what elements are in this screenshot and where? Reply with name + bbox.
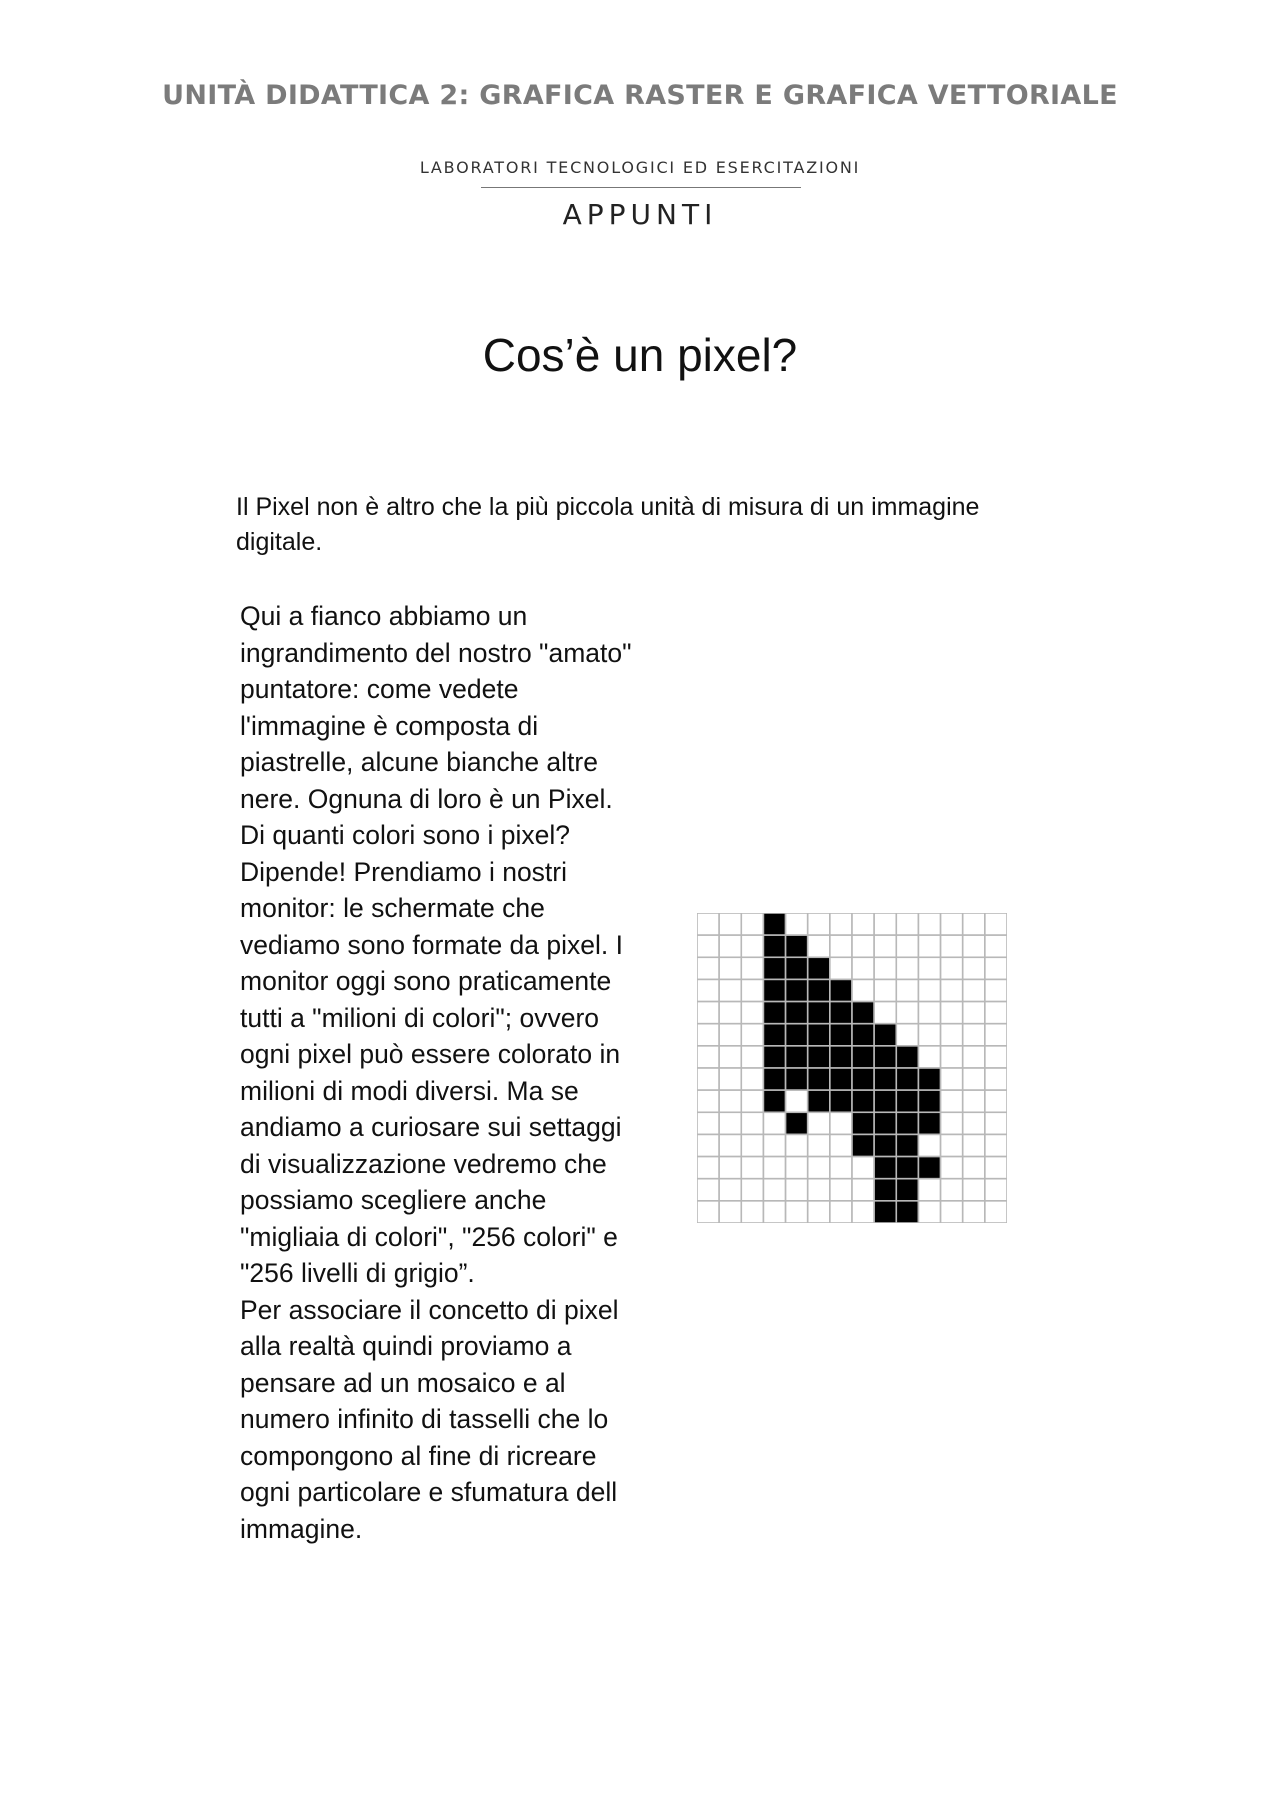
pixel-filled xyxy=(874,1201,896,1223)
pixel-empty xyxy=(697,1068,719,1090)
pixel-empty xyxy=(874,957,896,979)
pixel-filled xyxy=(896,1134,918,1156)
pixel-empty xyxy=(852,979,874,1001)
pixel-empty xyxy=(941,1201,963,1223)
body-line: milioni di modi diversi. Ma se xyxy=(240,1075,579,1106)
pixel-empty xyxy=(741,1090,763,1112)
pixel-empty xyxy=(874,935,896,957)
pixel-empty xyxy=(830,913,852,935)
body-line: andiamo a curiosare sui settaggi xyxy=(240,1112,622,1142)
pixel-empty xyxy=(963,913,985,935)
pixel-empty xyxy=(918,1201,940,1223)
pixel-empty xyxy=(830,1201,852,1223)
pixel-filled xyxy=(918,1090,940,1112)
pixel-empty xyxy=(697,1201,719,1223)
pixel-filled xyxy=(874,1134,896,1156)
body-line: vediamo sono formate da pixel. I xyxy=(240,929,623,960)
pixel-empty xyxy=(918,957,940,979)
pixel-empty xyxy=(963,1112,985,1134)
pixel-empty xyxy=(896,979,918,1001)
pixel-empty xyxy=(697,1090,719,1112)
pixel-empty xyxy=(896,935,918,957)
pixel-filled xyxy=(874,1046,896,1068)
pixel-empty xyxy=(830,935,852,957)
pixel-empty xyxy=(896,1024,918,1046)
pixel-empty xyxy=(763,1157,785,1179)
pixel-filled xyxy=(852,1112,874,1134)
pixel-empty xyxy=(874,913,896,935)
pixel-filled xyxy=(763,913,785,935)
pixel-empty xyxy=(918,1046,940,1068)
pixel-empty xyxy=(963,935,985,957)
body-line: piastrelle, alcune bianche altre xyxy=(240,747,598,777)
pixel-empty xyxy=(808,1157,830,1179)
pixel-filled xyxy=(763,1046,785,1068)
pixel-filled xyxy=(763,935,785,957)
body-line: "migliaia di colori", "256 colori" e xyxy=(240,1221,618,1252)
pixel-filled xyxy=(786,1002,808,1024)
pixel-empty xyxy=(896,913,918,935)
pixel-empty xyxy=(852,1201,874,1223)
pixel-filled xyxy=(808,957,830,979)
body-line: numero infinito di tasselli che lo xyxy=(240,1404,609,1434)
pixel-filled xyxy=(896,1046,918,1068)
pixel-empty xyxy=(786,913,808,935)
pixel-filled xyxy=(896,1157,918,1179)
pixel-empty xyxy=(985,1046,1007,1068)
pixel-empty xyxy=(963,1002,985,1024)
pixel-empty xyxy=(918,1002,940,1024)
body-line: ingrandimento del nostro "amato" xyxy=(240,637,632,668)
pixel-filled xyxy=(852,1046,874,1068)
body-line: ogni particolare e sfumatura dell xyxy=(240,1477,618,1507)
pixel-filled xyxy=(852,1134,874,1156)
pixel-empty xyxy=(741,1046,763,1068)
pixel-empty xyxy=(741,957,763,979)
pixel-empty xyxy=(741,979,763,1001)
course-name: LABORATORI TECNOLOGICI ED ESERCITAZIONI xyxy=(419,158,861,177)
pixel-empty xyxy=(963,1179,985,1201)
pixel-empty xyxy=(763,1179,785,1201)
pixel-empty xyxy=(697,1134,719,1156)
pixel-empty xyxy=(963,1201,985,1223)
pixel-empty xyxy=(786,1090,808,1112)
pixel-filled xyxy=(808,1002,830,1024)
pixel-empty xyxy=(719,957,741,979)
pixel-empty xyxy=(719,1068,741,1090)
pixel-empty xyxy=(786,1201,808,1223)
body-line: alla realtà quindi proviamo a xyxy=(240,1331,572,1361)
pixel-empty xyxy=(741,1024,763,1046)
pixel-filled xyxy=(786,1112,808,1134)
pixel-empty xyxy=(808,1134,830,1156)
pixel-filled xyxy=(808,979,830,1001)
pixel-empty xyxy=(719,1002,741,1024)
pixel-filled xyxy=(786,1024,808,1046)
pixel-empty xyxy=(852,913,874,935)
pixel-filled xyxy=(852,1002,874,1024)
pixel-empty xyxy=(896,957,918,979)
pixel-empty xyxy=(985,1157,1007,1179)
pixel-filled xyxy=(874,1090,896,1112)
pixel-empty xyxy=(808,1201,830,1223)
pixel-filled xyxy=(808,1068,830,1090)
body-line: nere. Ognuna di loro è un Pixel. xyxy=(240,783,613,814)
pixel-empty xyxy=(719,1112,741,1134)
pixel-filled xyxy=(786,957,808,979)
pixel-empty xyxy=(941,1002,963,1024)
body-line: Qui a fianco abbiamo un xyxy=(240,601,528,631)
body-line: monitor: le schermate che xyxy=(240,893,545,923)
pixel-filled xyxy=(874,1024,896,1046)
pixel-empty xyxy=(763,1112,785,1134)
pixel-empty xyxy=(941,935,963,957)
pixel-empty xyxy=(786,1157,808,1179)
pixel-empty xyxy=(985,1024,1007,1046)
pixel-empty xyxy=(985,979,1007,1001)
body-line: Dipende! Prendiamo i nostri xyxy=(240,856,568,887)
pixel-empty xyxy=(741,1068,763,1090)
header-divider xyxy=(481,187,801,188)
pixel-cursor-figure xyxy=(697,913,1007,1223)
body-paragraph xyxy=(240,598,710,1547)
pixel-filled xyxy=(786,1046,808,1068)
unit-title: UNITÀ DIDATTICA 2: GRAFICA RASTER E GRAFICA VETTORIALE xyxy=(162,80,1118,111)
pixel-empty xyxy=(941,1179,963,1201)
pixel-empty xyxy=(719,913,741,935)
pixel-filled xyxy=(896,1112,918,1134)
body-line: tutti a "milioni di colori"; ovvero xyxy=(240,1002,600,1033)
page-title: Cos’è un pixel? xyxy=(482,329,798,381)
pixel-filled xyxy=(830,1068,852,1090)
pixel-empty xyxy=(719,1134,741,1156)
pixel-empty xyxy=(719,1201,741,1223)
pixel-empty xyxy=(697,935,719,957)
intro-paragraph: Il Pixel non è altro che la più piccola unità di misura di un immagine digitale. xyxy=(236,493,980,556)
pixel-empty xyxy=(918,1024,940,1046)
pixel-filled xyxy=(808,1046,830,1068)
body-line: puntatore: come vedete xyxy=(240,674,519,704)
pixel-empty xyxy=(985,1179,1007,1201)
pixel-empty xyxy=(741,913,763,935)
pixel-empty xyxy=(741,1002,763,1024)
pixel-empty xyxy=(874,1002,896,1024)
body-line: Per associare il concetto di pixel xyxy=(240,1294,619,1325)
pixel-empty xyxy=(808,935,830,957)
pixel-empty xyxy=(918,979,940,1001)
pixel-empty xyxy=(941,1134,963,1156)
pixel-filled xyxy=(786,935,808,957)
pixel-empty xyxy=(719,1024,741,1046)
pixel-empty xyxy=(941,979,963,1001)
pixel-empty xyxy=(941,1157,963,1179)
pixel-empty xyxy=(963,957,985,979)
pixel-filled xyxy=(918,1068,940,1090)
pixel-filled xyxy=(808,1090,830,1112)
pixel-empty xyxy=(985,1134,1007,1156)
pixel-filled xyxy=(896,1201,918,1223)
pixel-filled xyxy=(896,1179,918,1201)
pixel-empty xyxy=(763,1201,785,1223)
pixel-filled xyxy=(852,1090,874,1112)
pixel-empty xyxy=(697,1157,719,1179)
pixel-empty xyxy=(985,1112,1007,1134)
body-line: di visualizzazione vedremo che xyxy=(240,1148,607,1179)
pixel-empty xyxy=(697,1112,719,1134)
pixel-empty xyxy=(941,1112,963,1134)
pixel-filled xyxy=(786,1068,808,1090)
pixel-filled xyxy=(918,1112,940,1134)
pixel-empty xyxy=(963,1068,985,1090)
pixel-filled xyxy=(830,1046,852,1068)
pixel-empty xyxy=(741,1134,763,1156)
pixel-empty xyxy=(697,979,719,1001)
pixel-empty xyxy=(741,1179,763,1201)
pixel-empty xyxy=(941,1024,963,1046)
pixel-empty xyxy=(741,1112,763,1134)
pixel-filled xyxy=(830,1002,852,1024)
pixel-empty xyxy=(941,1090,963,1112)
pixel-empty xyxy=(963,1090,985,1112)
pixel-empty xyxy=(786,1134,808,1156)
pixel-empty xyxy=(697,1046,719,1068)
pixel-filled xyxy=(763,1090,785,1112)
body-line: immagine. xyxy=(240,1513,363,1544)
pixel-empty xyxy=(719,1179,741,1201)
pixel-filled xyxy=(874,1068,896,1090)
pixel-empty xyxy=(852,935,874,957)
pixel-filled xyxy=(763,1002,785,1024)
pixel-empty xyxy=(763,1134,785,1156)
pixel-empty xyxy=(697,1179,719,1201)
pixel-empty xyxy=(896,1002,918,1024)
pixel-empty xyxy=(918,913,940,935)
pixel-empty xyxy=(985,1002,1007,1024)
pixel-empty xyxy=(941,1046,963,1068)
pixel-empty xyxy=(741,1157,763,1179)
pixel-filled xyxy=(830,1090,852,1112)
pixel-empty xyxy=(918,1179,940,1201)
pixel-empty xyxy=(697,1024,719,1046)
pixel-empty xyxy=(963,1157,985,1179)
body-line: monitor oggi sono praticamente xyxy=(240,966,612,996)
pixel-filled xyxy=(918,1157,940,1179)
pixel-empty xyxy=(941,913,963,935)
pixel-empty xyxy=(786,1179,808,1201)
pixel-empty xyxy=(830,1112,852,1134)
pixel-filled xyxy=(763,979,785,1001)
body-line: ogni pixel può essere colorato in xyxy=(240,1039,621,1069)
pixel-filled xyxy=(874,1157,896,1179)
pixel-empty xyxy=(830,1134,852,1156)
body-line: "256 livelli di grigio”. xyxy=(240,1258,475,1288)
pixel-empty xyxy=(963,1134,985,1156)
pixel-empty xyxy=(963,1024,985,1046)
pixel-empty xyxy=(719,1090,741,1112)
pixel-empty xyxy=(808,1179,830,1201)
pixel-filled xyxy=(786,979,808,1001)
notes-label: APPUNTI xyxy=(562,198,718,231)
pixel-empty xyxy=(985,1068,1007,1090)
pixel-filled xyxy=(830,1024,852,1046)
pixel-filled xyxy=(808,1024,830,1046)
pixel-empty xyxy=(918,1134,940,1156)
pixel-filled xyxy=(874,1179,896,1201)
pixel-filled xyxy=(896,1090,918,1112)
pixel-filled xyxy=(852,1024,874,1046)
pixel-empty xyxy=(963,1046,985,1068)
body-line: l'immagine è composta di xyxy=(240,710,539,741)
pixel-empty xyxy=(852,957,874,979)
pixel-filled xyxy=(896,1068,918,1090)
pixel-empty xyxy=(918,935,940,957)
pixel-empty xyxy=(719,1046,741,1068)
pixel-empty xyxy=(985,1201,1007,1223)
pixel-empty xyxy=(830,1179,852,1201)
pixel-empty xyxy=(719,979,741,1001)
pixel-empty xyxy=(697,957,719,979)
pixel-empty xyxy=(874,979,896,1001)
pixel-filled xyxy=(830,979,852,1001)
pixel-empty xyxy=(719,935,741,957)
pixel-filled xyxy=(852,1068,874,1090)
pixel-empty xyxy=(852,1179,874,1201)
pixel-empty xyxy=(941,957,963,979)
pixel-empty xyxy=(808,1112,830,1134)
pixel-empty xyxy=(697,913,719,935)
pixel-empty xyxy=(830,1157,852,1179)
body-line: possiamo scegliere anche xyxy=(240,1185,547,1215)
body-line: Di quanti colori sono i pixel? xyxy=(240,820,570,850)
pixel-empty xyxy=(808,913,830,935)
pixel-empty xyxy=(741,935,763,957)
pixel-empty xyxy=(941,1068,963,1090)
pixel-empty xyxy=(963,979,985,1001)
pixel-empty xyxy=(830,957,852,979)
pixel-empty xyxy=(852,1157,874,1179)
pixel-grid-illustration xyxy=(697,913,1007,1223)
pixel-filled xyxy=(874,1112,896,1134)
pixel-empty xyxy=(719,1157,741,1179)
pixel-empty xyxy=(741,1201,763,1223)
pixel-empty xyxy=(697,1002,719,1024)
pixel-filled xyxy=(763,1024,785,1046)
pixel-filled xyxy=(763,1068,785,1090)
pixel-empty xyxy=(985,957,1007,979)
pixel-empty xyxy=(985,913,1007,935)
body-line: compongono al fine di ricreare xyxy=(240,1440,597,1471)
pixel-empty xyxy=(985,1090,1007,1112)
pixel-filled xyxy=(763,957,785,979)
pixel-empty xyxy=(985,935,1007,957)
body-line: pensare ad un mosaico e al xyxy=(240,1367,566,1398)
